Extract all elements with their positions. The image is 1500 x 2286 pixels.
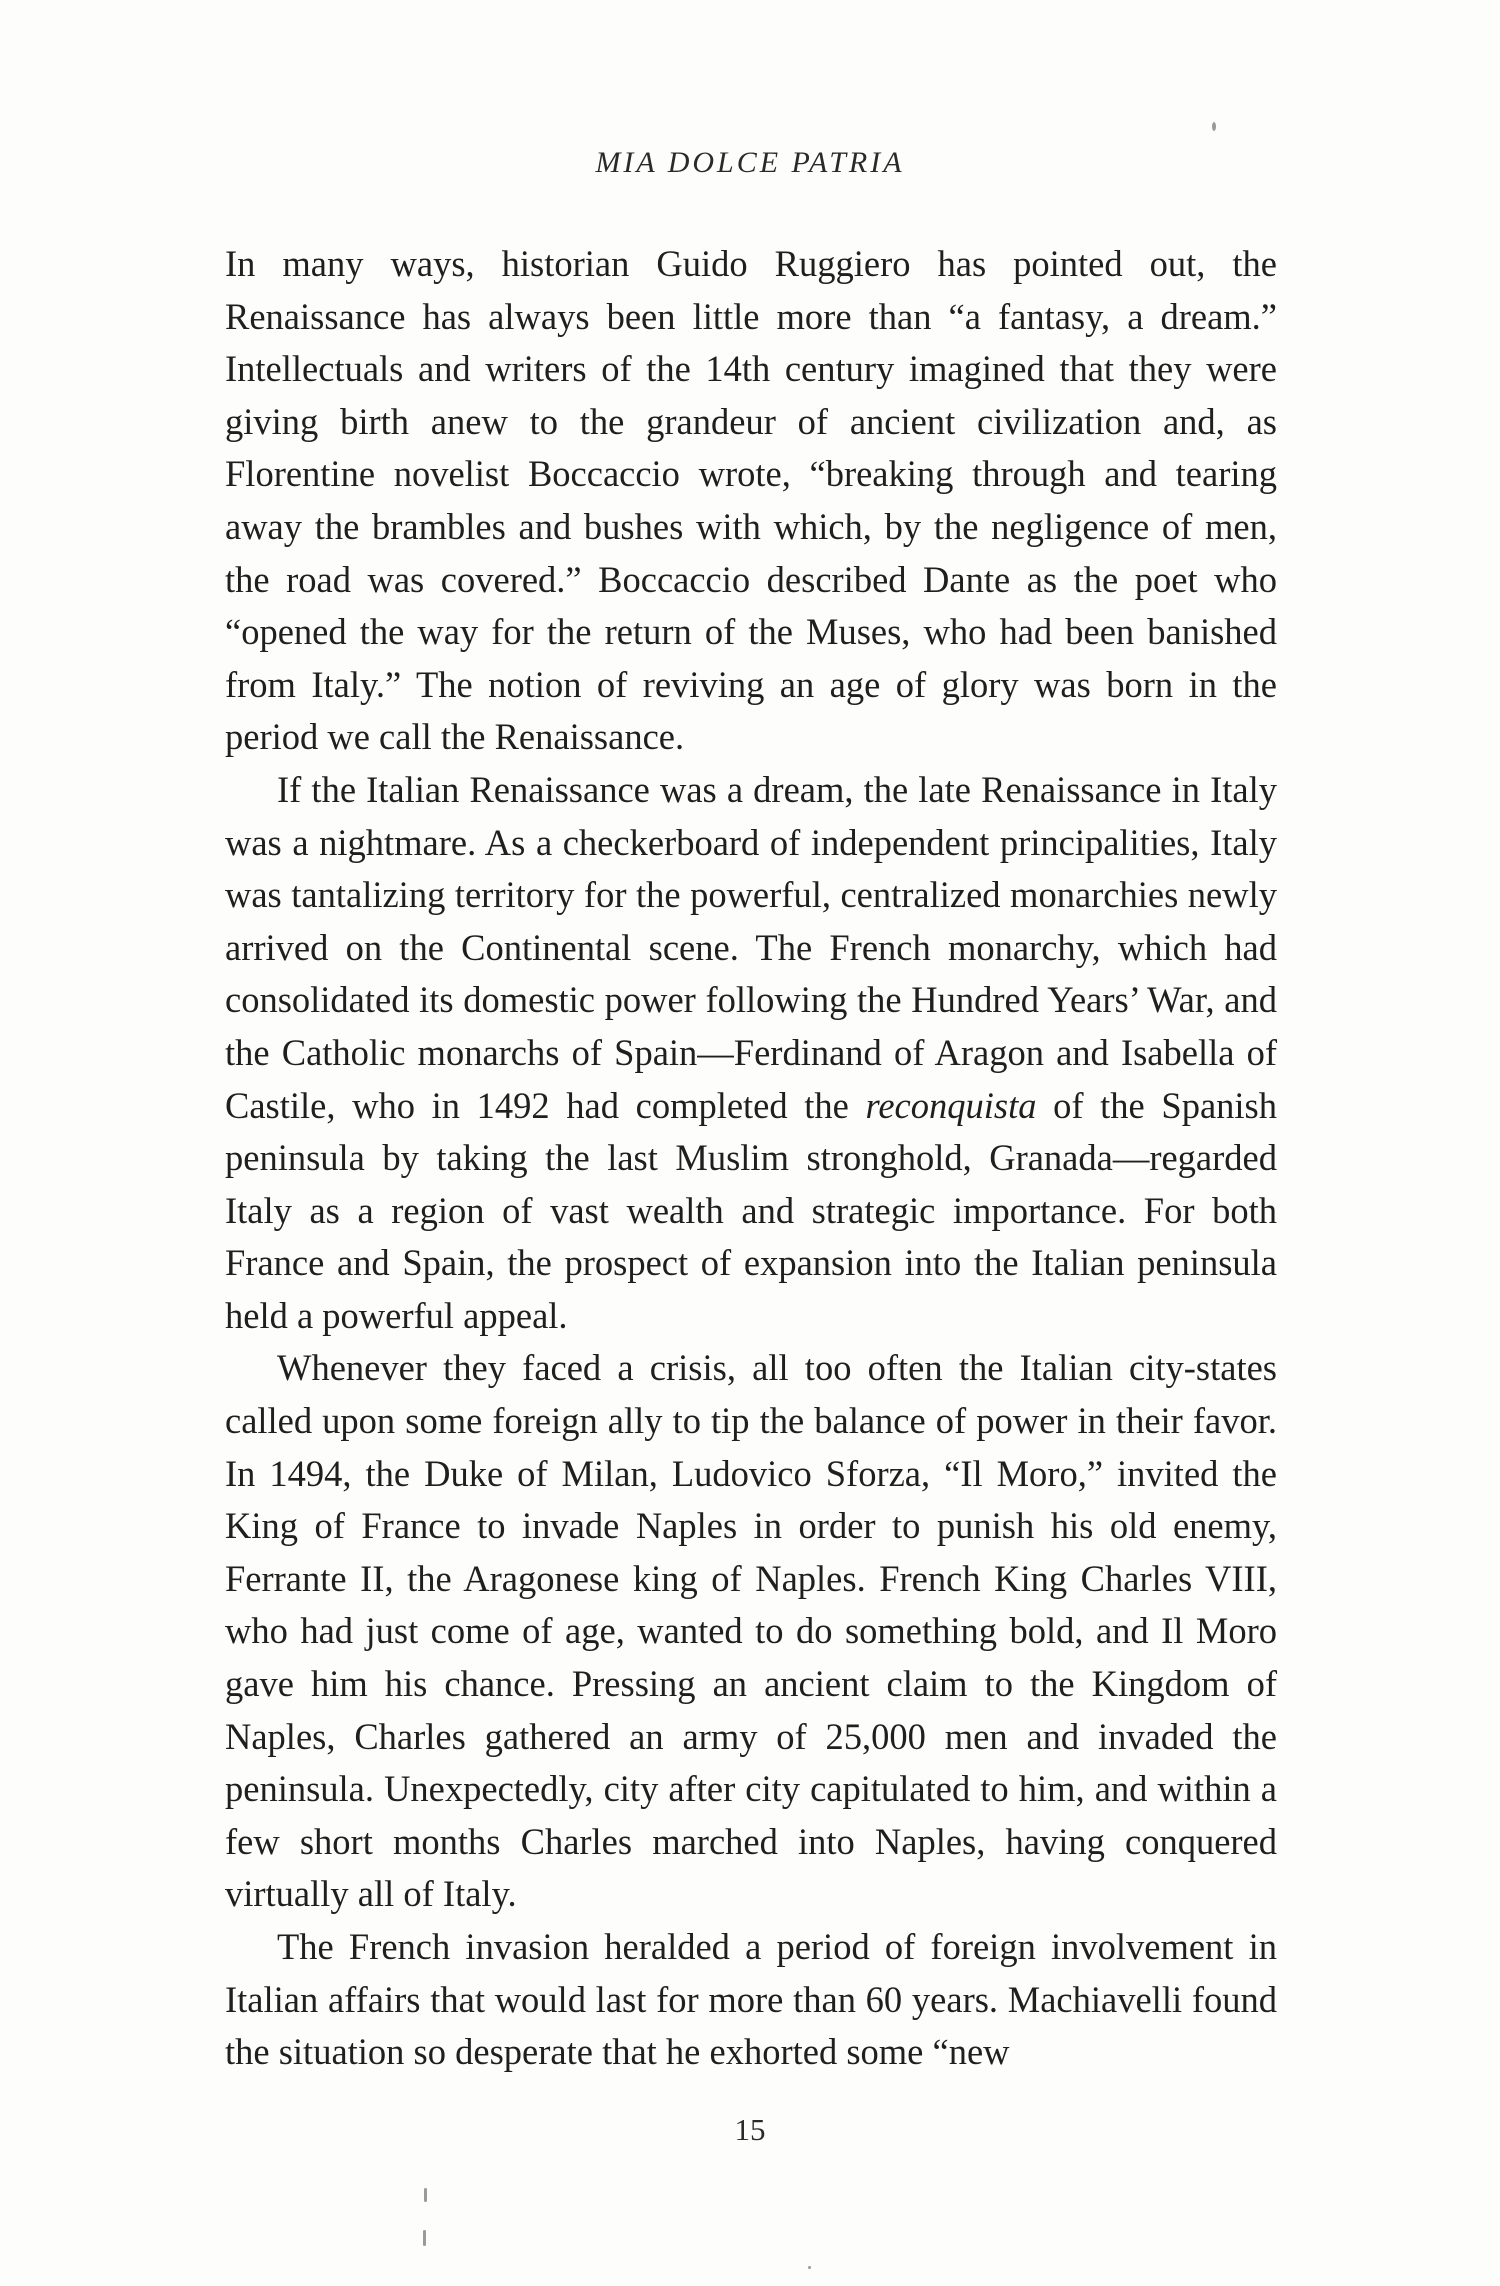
scan-speck [423, 2230, 426, 2246]
scan-speck [424, 2188, 427, 2202]
paragraph-2-part-1: If the Italian Renaissance was a dream, the late Renaissance in Italy was a nightmare. As a checkerboard of independent principalities, Italy was tantalizing territory for the powerful, centralized monarchies newly arrived on the Continental scene. The French monarchy, which had consolidated its domestic power following the Hundred Years’ War, and the Catholic monarchs of Spain—Ferdinand of Aragon and Isabella of Castile, who in 1492 had completed the [225, 768, 1277, 1126]
paragraph-3: Whenever they faced a crisis, all too often the Italian city-states called upon some foreign ally to tip the balance of power in their favor. In 1494, the Duke of Milan, Ludovico Sforza, “Il Moro,” invited the King of France to invade Naples in order to punish his old enemy, Ferrante II, the Aragonese king of Naples. French King Charles VIII, who had just come of age, wanted to do something bold, and Il Moro gave him his chance. Pressing an ancient claim to the Kingdom of Naples, Charles gathered an army of 25,000 men and invaded the peninsula. Unexpectedly, city after city capitulated to him, and within a few short months Charles marched into Naples, having conquered virtually all of Italy. [225, 1347, 1277, 1915]
body-text [225, 238, 1277, 2079]
paragraph-2-part-2: of the Spanish peninsula by taking the last Muslim stronghold, Granada—regarded Italy as a region of vast wealth and strategic importance. For both France and Spain, the prospect of expansion into the Italian peninsula held a powerful appeal. [225, 1084, 1277, 1336]
scan-speck [1212, 122, 1216, 131]
paragraph-4: The French invasion heralded a period of foreign involvement in Italian affairs that would last for more than 60 years. Machiavelli found the situation so desperate that he exhorted some “new [225, 1926, 1277, 2073]
paragraph-1: In many ways, historian Guido Ruggiero has pointed out, the Renaissance has always been little more than “a fantasy, a dream.” Intellectuals and writers of the 14th century imagined that they were giving birth anew to the grandeur of ancient civilization and, as Florentine novelist Boccaccio wrote, “breaking through and tearing away the brambles and bushes with which, by the negligence of men, the road was covered.” Boccaccio described Dante as the poet who “opened the way for the return of the Muses, who had been banished from Italy.” The notion of reviving an age of glory was born in the period we call the Renaissance. [225, 243, 1277, 758]
scan-speck [808, 2266, 811, 2269]
paragraph-2 [225, 764, 1277, 1343]
page-number: 15 [734, 2112, 766, 2147]
italic-term-reconquista: reconquista [865, 1084, 1037, 1126]
running-head: MIA DOLCE PATRIA [595, 146, 905, 179]
